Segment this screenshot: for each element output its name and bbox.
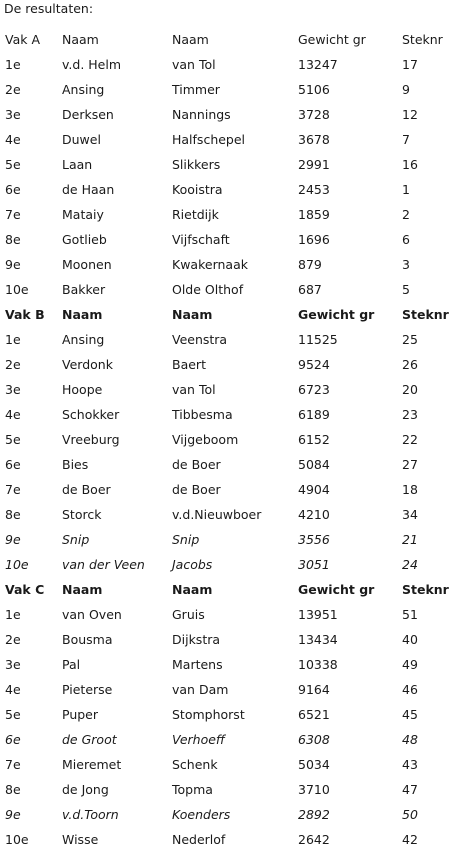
table-row [0,227,466,252]
cell-steknr: 42 [402,832,418,847]
cell-steknr: 45 [402,707,418,722]
cell-naam-1: Wisse [62,832,99,847]
cell-naam-1: de Jong [62,782,109,797]
section-header-gewicht: Gewicht gr [298,307,375,322]
cell-gewicht: 9164 [298,682,330,697]
cell-steknr: 1 [402,182,410,197]
cell-gewicht: 6308 [298,732,330,747]
cell-naam-2: Olde Olthof [172,282,244,297]
cell-plaats: 10e [5,282,29,297]
cell-naam-1: Puper [62,707,99,722]
cell-steknr: 24 [402,557,418,572]
cell-naam-2: Stomphorst [172,707,245,722]
cell-gewicht: 6723 [298,382,330,397]
cell-plaats: 4e [5,132,21,147]
cell-plaats: 3e [5,382,21,397]
section-header-steknr: Steknr [402,307,449,322]
cell-naam-1: Mataiy [62,207,104,222]
cell-naam-2: Kwakernaak [172,257,248,272]
cell-naam-1: van der Veen [62,557,145,572]
cell-gewicht: 879 [298,257,322,272]
cell-naam-2: van Dam [172,682,229,697]
cell-gewicht: 5034 [298,757,330,772]
cell-steknr: 16 [402,157,418,172]
cell-naam-1: Vreeburg [62,432,120,447]
cell-naam-1: Ansing [62,82,105,97]
cell-naam-1: Snip [62,532,90,547]
cell-gewicht: 2892 [298,807,330,822]
cell-naam-1: Bakker [62,282,106,297]
cell-naam-2: Nederlof [172,832,226,847]
cell-gewicht: 2453 [298,182,330,197]
section-header-row [0,27,466,52]
cell-naam-2: v.d.Nieuwboer [172,507,262,522]
cell-naam-2: Halfschepel [172,132,246,147]
section-header-steknr: Steknr [402,582,449,597]
cell-gewicht: 2642 [298,832,330,847]
cell-gewicht: 6189 [298,407,330,422]
cell-naam-2: Vijfschaft [172,232,230,247]
cell-plaats: 5e [5,432,21,447]
section-header-vak: Vak B [5,307,45,322]
table-row [0,627,466,652]
cell-naam-2: Schenk [172,757,218,772]
cell-naam-1: Laan [62,157,93,172]
cell-steknr: 34 [402,507,418,522]
cell-gewicht: 5106 [298,82,330,97]
table-row [0,652,466,677]
cell-steknr: 48 [402,732,418,747]
cell-steknr: 7 [402,132,410,147]
cell-plaats: 10e [5,832,29,847]
cell-naam-2: Kooistra [172,182,223,197]
cell-naam-2: Jacobs [172,557,213,572]
cell-naam-1: Moonen [62,257,112,272]
cell-gewicht: 13434 [298,632,338,647]
cell-naam-1: Schokker [62,407,120,422]
cell-plaats: 10e [5,557,29,572]
cell-steknr: 51 [402,607,418,622]
cell-gewicht: 3678 [298,132,330,147]
table-row [0,402,466,427]
cell-plaats: 3e [5,107,21,122]
cell-steknr: 6 [402,232,410,247]
cell-naam-2: Dijkstra [172,632,221,647]
section-header-naam: Naam [172,307,213,322]
section-header-vak: Vak C [5,582,45,597]
section-header-row [0,302,466,327]
cell-gewicht: 3051 [298,557,330,572]
section-header-vak: Vak A [5,32,41,47]
cell-naam-1: Gotlieb [62,232,107,247]
cell-steknr: 46 [402,682,418,697]
cell-gewicht: 3556 [298,532,330,547]
section-header-gewicht: Gewicht gr [298,582,375,597]
cell-gewicht: 3710 [298,782,330,797]
cell-naam-2: Snip [172,532,200,547]
cell-naam-1: de Boer [62,482,111,497]
cell-plaats: 4e [5,407,21,422]
table-row [0,377,466,402]
cell-gewicht: 1859 [298,207,330,222]
cell-naam-2: de Boer [172,457,221,472]
cell-naam-1: v.d. Helm [62,57,122,72]
cell-gewicht: 3728 [298,107,330,122]
cell-naam-1: Ansing [62,332,105,347]
cell-plaats: 6e [5,732,21,747]
cell-naam-1: Mieremet [62,757,122,772]
cell-naam-1: Verdonk [62,357,113,372]
cell-naam-2: Verhoeff [172,732,225,747]
cell-plaats: 7e [5,757,21,772]
table-row [0,152,466,177]
cell-plaats: 2e [5,82,21,97]
cell-plaats: 5e [5,707,21,722]
cell-steknr: 18 [402,482,418,497]
table-row [0,327,466,352]
cell-naam-1: Bies [62,457,89,472]
cell-gewicht: 1696 [298,232,330,247]
cell-steknr: 17 [402,57,418,72]
table-row [0,77,466,102]
cell-gewicht: 11525 [298,332,338,347]
section-header-row [0,577,466,602]
table-row [0,177,466,202]
table-row [0,277,466,302]
cell-naam-2: Topma [172,782,213,797]
cell-naam-2: Vijgeboom [172,432,239,447]
cell-plaats: 1e [5,332,21,347]
table-row [0,427,466,452]
cell-plaats: 6e [5,182,21,197]
cell-naam-1: Pal [62,657,81,672]
cell-naam-1: van Oven [62,607,122,622]
cell-naam-2: Tibbesma [172,407,233,422]
table-row [0,202,466,227]
cell-plaats: 9e [5,257,21,272]
cell-naam-2: Gruis [172,607,205,622]
cell-gewicht: 4210 [298,507,330,522]
cell-naam-2: Slikkers [172,157,221,172]
table-row [0,702,466,727]
section-header-naam: Naam [172,582,213,597]
cell-naam-1: Derksen [62,107,114,122]
table-row [0,727,466,752]
results-table [0,27,466,852]
table-row [0,252,466,277]
table-row [0,777,466,802]
table-row [0,102,466,127]
cell-plaats: 3e [5,657,21,672]
cell-gewicht: 4904 [298,482,330,497]
section-header-naam: Naam [62,307,103,322]
cell-naam-1: de Haan [62,182,115,197]
cell-plaats: 9e [5,532,21,547]
cell-gewicht: 13247 [298,57,338,72]
cell-steknr: 23 [402,407,418,422]
cell-steknr: 26 [402,357,418,372]
cell-gewicht: 10338 [298,657,338,672]
table-row [0,502,466,527]
table-row [0,677,466,702]
cell-plaats: 6e [5,457,21,472]
intro-text: De resultaten: [4,1,94,16]
cell-steknr: 5 [402,282,410,297]
table-row [0,352,466,377]
cell-naam-1: Storck [62,507,102,522]
cell-gewicht: 6521 [298,707,330,722]
table-row [0,802,466,827]
cell-naam-1: v.d.Toorn [62,807,119,822]
cell-naam-1: Duwel [62,132,101,147]
cell-naam-2: de Boer [172,482,221,497]
cell-naam-2: Martens [172,657,223,672]
cell-steknr: 49 [402,657,418,672]
cell-plaats: 8e [5,232,21,247]
cell-steknr: 50 [402,807,418,822]
cell-gewicht: 9524 [298,357,330,372]
cell-plaats: 4e [5,682,21,697]
table-row [0,452,466,477]
cell-naam-2: Koenders [172,807,231,822]
cell-gewicht: 2991 [298,157,330,172]
section-header-naam: Naam [172,32,209,47]
cell-naam-2: Nannings [172,107,231,122]
table-row [0,127,466,152]
cell-naam-1: de Groot [62,732,117,747]
cell-steknr: 25 [402,332,418,347]
table-row [0,752,466,777]
cell-naam-2: Baert [172,357,206,372]
cell-plaats: 2e [5,632,21,647]
cell-steknr: 47 [402,782,418,797]
cell-naam-2: Timmer [172,82,220,97]
section-header-naam: Naam [62,582,103,597]
cell-steknr: 27 [402,457,418,472]
cell-naam-1: Bousma [62,632,113,647]
cell-steknr: 2 [402,207,410,222]
cell-plaats: 1e [5,57,21,72]
table-row [0,52,466,77]
cell-steknr: 21 [402,532,418,547]
table-row [0,527,466,552]
cell-steknr: 43 [402,757,418,772]
cell-plaats: 5e [5,157,21,172]
cell-plaats: 9e [5,807,21,822]
cell-plaats: 7e [5,482,21,497]
cell-naam-2: Veenstra [172,332,228,347]
cell-steknr: 12 [402,107,418,122]
cell-naam-2: van Tol [172,57,216,72]
cell-naam-1: Hoope [62,382,103,397]
section-header-gewicht: Gewicht gr [298,32,366,47]
cell-plaats: 7e [5,207,21,222]
table-row [0,552,466,577]
table-row [0,602,466,627]
section-header-steknr: Steknr [402,32,443,47]
table-row [0,827,466,852]
cell-steknr: 3 [402,257,410,272]
cell-gewicht: 5084 [298,457,330,472]
cell-naam-2: van Tol [172,382,216,397]
table-row [0,477,466,502]
cell-steknr: 40 [402,632,418,647]
cell-steknr: 20 [402,382,418,397]
cell-gewicht: 687 [298,282,322,297]
cell-gewicht: 6152 [298,432,330,447]
cell-plaats: 1e [5,607,21,622]
cell-naam-2: Rietdijk [172,207,219,222]
cell-steknr: 22 [402,432,418,447]
cell-naam-1: Pieterse [62,682,113,697]
cell-plaats: 8e [5,782,21,797]
cell-plaats: 2e [5,357,21,372]
section-header-naam: Naam [62,32,99,47]
cell-plaats: 8e [5,507,21,522]
cell-gewicht: 13951 [298,607,338,622]
cell-steknr: 9 [402,82,410,97]
